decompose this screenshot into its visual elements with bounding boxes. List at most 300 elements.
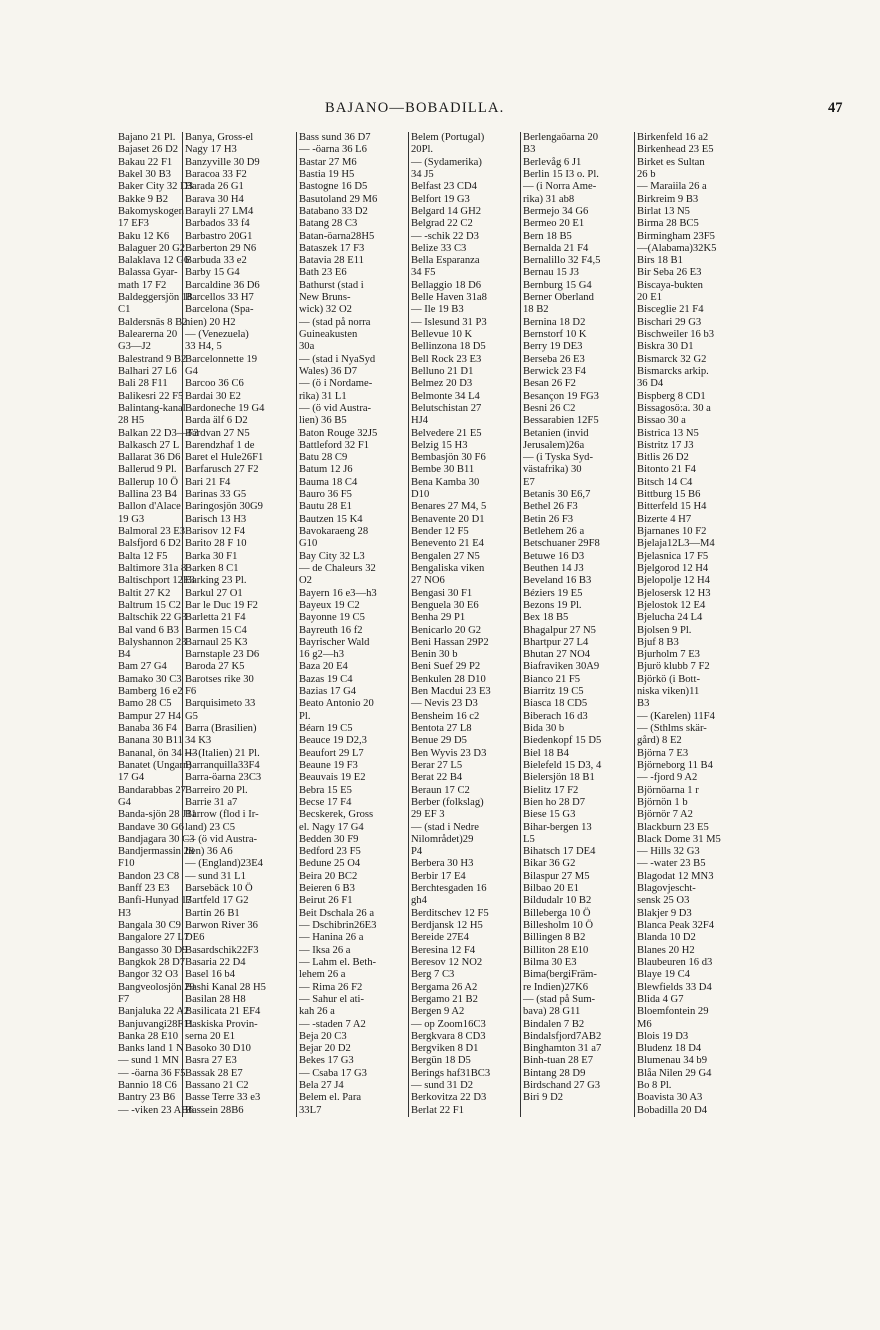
index-entry-line: Berat 22 B4 xyxy=(411,772,463,784)
index-entry-line: Barrow (flod i Ir- xyxy=(185,809,259,821)
index-entry-line: Bianco 21 F5 xyxy=(523,673,581,685)
index-entry-line: 34 F5 xyxy=(411,267,436,279)
index-entry-line: Betin 26 F3 xyxy=(523,513,574,525)
index-entry-line: Bamberg 16 e2 xyxy=(118,686,183,698)
index-entry-line: — (Italien) 21 Pl. xyxy=(185,747,260,759)
index-entry-line: Bjuf 8 B3 xyxy=(637,636,679,648)
index-entry-line: Bartin 26 B1 xyxy=(185,907,240,919)
index-entry-line: B3 xyxy=(637,698,650,710)
index-entry-line: Berbera 30 H3 xyxy=(411,858,474,870)
index-entry-line: Bjelopolje 12 H4 xyxy=(637,575,710,587)
index-entry-line: — -water 23 B5 xyxy=(637,858,706,870)
index-entry-line: lien) 36 A6 xyxy=(185,846,233,858)
index-entry-line: Bielersjön 18 B1 xyxy=(523,772,595,784)
index-entry-line: Basse Terre 33 e3 xyxy=(185,1092,261,1104)
index-column-3 xyxy=(296,132,408,1117)
index-entry-line: Barisch 13 H3 xyxy=(185,513,247,525)
index-entry-line: Basardschik22F3 xyxy=(185,944,259,956)
index-entry-line: Bay City 32 L3 xyxy=(299,550,365,562)
index-entry-line: Birkenfeld 16 a2 xyxy=(637,132,709,143)
index-entry-line: Barquisimeto 33 xyxy=(185,698,256,710)
index-column-6 xyxy=(634,132,750,1117)
index-entry-line: Bakke 9 B2 xyxy=(118,193,169,205)
index-entry-line: Barisov 12 F4 xyxy=(185,526,246,537)
index-entry-line: Besançon 19 FG3 xyxy=(523,390,599,402)
index-entry-line: Benicarlo 20 G2 xyxy=(411,624,482,636)
index-entry-line: Banjuvangi28F11 xyxy=(118,1018,194,1030)
index-entry-line: Baltit 27 K2 xyxy=(118,587,171,599)
index-entry-line: serna 20 E1 xyxy=(185,1030,236,1042)
index-entry-line: Barava 30 H4 xyxy=(185,193,244,205)
index-entry-line: Balassa Gyar- xyxy=(118,267,178,279)
index-entry-line: Bedford 23 F5 xyxy=(299,846,361,858)
index-entry-line: Banda-sjön 28 J11 xyxy=(118,809,197,821)
index-entry-line: Nagy 17 H3 xyxy=(185,144,237,156)
index-entry-line: Berber (folkslag) xyxy=(411,796,484,808)
index-entry-line: G4 xyxy=(185,365,198,377)
index-entry-line: Berdjansk 12 H5 xyxy=(411,920,483,931)
index-entry-line: Bandjagara 30 C3 xyxy=(118,833,195,845)
index-entry-line: Blewfields 33 D4 xyxy=(637,981,712,993)
index-entry-line: — (Sthlms skär- xyxy=(637,723,707,734)
index-entry-line: land) 23 C5 xyxy=(185,821,236,833)
index-entry-line: Bitsch 14 C4 xyxy=(637,476,693,488)
index-entry-line: Belluno 21 D1 xyxy=(411,365,474,377)
index-entry-line: F10 xyxy=(118,858,135,870)
index-entry-line: Bilaspur 27 M5 xyxy=(523,870,590,882)
index-entry-line: Bindalen 7 B2 xyxy=(523,1018,585,1030)
index-entry-line: Bistrica 13 N5 xyxy=(637,427,699,439)
index-entry-line: Blagodat 12 MN3 xyxy=(637,870,714,882)
index-entry-line: Beni Suef 29 P2 xyxy=(411,661,481,673)
index-entry-line: Bananal, ön 34 H3 xyxy=(118,747,198,759)
index-entry-line: Bass sund 36 D7 xyxy=(299,132,371,143)
index-entry-line: Bielefeld 15 D3, 4 xyxy=(523,759,602,771)
index-entry-line: Barwon River 36 xyxy=(185,920,258,931)
index-entry-line: Beresov 12 NO2 xyxy=(411,956,483,968)
index-entry-line: Belize 33 C3 xyxy=(411,242,467,254)
index-entry-line: Bangor 32 O3 xyxy=(118,969,179,981)
index-entry-line: Belmonte 34 L4 xyxy=(411,390,480,402)
index-entry-line: Bangalore 27 L7 xyxy=(118,932,190,944)
index-entry-line: lehem 26 a xyxy=(299,969,346,981)
index-entry-line: Birmingham 23F5 xyxy=(637,230,715,242)
index-entry-line: Bamo 28 C5 xyxy=(118,698,172,710)
index-entry-line: Basra 27 E3 xyxy=(185,1055,237,1067)
index-entry-line: Berlengaöarna 20 xyxy=(523,132,599,143)
index-entry-line: Bangasso 30 D9 xyxy=(118,944,188,956)
index-column-4 xyxy=(408,132,520,1117)
index-entry-line: Banjaluka 22 A2 xyxy=(118,1006,190,1018)
index-entry-line: M6 xyxy=(637,1018,652,1030)
index-entry-line: Belem (Portugal) xyxy=(411,132,485,143)
index-entry-line: Balaklava 12 G6 xyxy=(118,255,190,267)
index-entry-line: B4 xyxy=(118,649,131,661)
index-entry-line: Bellinzona 18 D5 xyxy=(411,341,486,353)
index-entry-line: Bauma 18 C4 xyxy=(299,476,358,488)
index-entry-line: Bergün 18 D5 xyxy=(411,1055,471,1067)
index-entry-line: Berwick 23 F4 xyxy=(523,365,586,377)
index-entry-line: gård) 8 E2 xyxy=(637,735,682,747)
index-entry-line: lien) 36 B5 xyxy=(299,415,347,427)
index-entry-line: 36 D4 xyxy=(637,378,664,390)
index-entry-line: Wales) 36 D7 xyxy=(299,365,357,377)
index-entry-line: Barcelonnette 19 xyxy=(185,353,258,365)
index-entry-line: Barnstaple 23 D6 xyxy=(185,649,260,661)
index-entry-line: Bintang 28 D9 xyxy=(523,1067,586,1079)
index-entry-line: Banya, Gross-el xyxy=(185,132,254,143)
index-entry-line: — Csaba 17 G3 xyxy=(299,1067,367,1079)
index-entry-line: Bildudalr 10 B2 xyxy=(523,895,592,907)
index-entry-line: Bhartpur 27 L4 xyxy=(523,636,589,648)
index-entry-line: — Dschibrin26E3 xyxy=(299,920,377,931)
index-entry-line: Basilan 28 H8 xyxy=(185,993,246,1005)
index-column-5 xyxy=(520,132,634,1117)
index-entry-line: Balmoral 23 E3 xyxy=(118,526,186,537)
index-entry-line: Belzig 15 H3 xyxy=(411,439,468,451)
index-entry-line: Bandarabbas 27 xyxy=(118,784,186,796)
index-entry-line: Beieren 6 B3 xyxy=(299,883,355,895)
index-entry-line: Balkan 22 D3—F3 xyxy=(118,427,199,439)
index-entry-line: Bir Seba 26 E3 xyxy=(637,267,702,279)
index-entry-line: el. Nagy 17 G4 xyxy=(299,821,364,833)
index-entry-line: Belle Haven 31a8 xyxy=(411,292,487,304)
index-entry-line: 33L7 xyxy=(299,1104,322,1116)
index-entry-line: Bitonto 21 F4 xyxy=(637,464,696,476)
index-entry-line: Bikar 36 G2 xyxy=(523,858,576,870)
index-entry-line: Beveland 16 B3 xyxy=(523,575,592,587)
index-entry-line: Berlin 15 I3 o. Pl. xyxy=(523,168,599,180)
index-entry-line: Barbuda 33 e2 xyxy=(185,255,247,267)
index-entry-line: Béarn 19 C5 xyxy=(299,723,353,734)
index-entry-line: Berditschev 12 F5 xyxy=(411,907,489,919)
index-entry-line: Bethel 26 F3 xyxy=(523,501,578,513)
index-entry-line: Bida 30 b xyxy=(523,723,565,734)
index-entry-line: nien) 20 H2 xyxy=(185,316,236,328)
index-entry-line: Ballarat 36 D6 xyxy=(118,452,181,464)
index-entry-line: Bayrischer Wald xyxy=(299,636,370,648)
index-entry-line: Bayern 16 e3—h3 xyxy=(299,587,377,599)
index-entry-line: Bebra 15 E5 xyxy=(299,784,352,796)
index-entry-line: Bardoneche 19 G4 xyxy=(185,402,265,414)
index-entry-line: Ballon d'Alace xyxy=(118,501,181,513)
index-entry-line: Beauvais 19 E2 xyxy=(299,772,366,784)
index-entry-line: Barfarusch 27 F2 xyxy=(185,464,259,476)
index-entry-line: Bernau 15 J3 xyxy=(523,267,579,279)
index-entry-line: Bashi Kanal 28 H5 xyxy=(185,981,266,993)
index-entry-line: L5 xyxy=(523,833,535,845)
index-entry-line: Betanien (invid xyxy=(523,427,589,439)
index-entry-line: Blakjer 9 D3 xyxy=(637,907,692,919)
index-entry-line: Bakomyskogen xyxy=(118,205,184,217)
index-entry-line: Binh-tuan 28 E7 xyxy=(523,1055,594,1067)
index-entry-line: Beira 20 BC2 xyxy=(299,870,358,882)
index-entry-line: Barmen 15 C4 xyxy=(185,624,247,636)
index-entry-line: Bandjermassin 28 xyxy=(118,846,195,858)
index-entry-line: Nilområdet)29 xyxy=(411,833,474,845)
index-entry-line: — sund 31 D2 xyxy=(411,1080,474,1092)
index-entry-line: Bastia 19 H5 xyxy=(299,168,355,180)
index-entry-line: Blackburn 23 E5 xyxy=(637,821,709,833)
index-entry-line: Barken 8 C1 xyxy=(185,562,239,574)
index-entry-line: 26 b xyxy=(637,168,656,180)
index-entry-line: Besan 26 F2 xyxy=(523,378,576,390)
index-entry-line: Bobadilla 20 D4 xyxy=(637,1104,708,1116)
index-entry-line: Bandave 30 G6 xyxy=(118,821,184,833)
index-entry-line: Bandon 23 C8 xyxy=(118,870,180,882)
index-entry-line: Beit Dschala 26 a xyxy=(299,907,375,919)
index-entry-line: Bazias 17 G4 xyxy=(299,686,357,698)
index-entry-line: Beja 20 C3 xyxy=(299,1030,347,1042)
index-entry-line: Björnöarna 1 r xyxy=(637,784,699,796)
index-entry-line: Bjelgorod 12 H4 xyxy=(637,562,709,574)
index-entry-line: Bergamo 21 B2 xyxy=(411,993,478,1005)
index-entry-line: Bembasjön 30 F6 xyxy=(411,452,486,464)
index-entry-line: Bjelostok 12 E4 xyxy=(637,599,706,611)
index-entry-line: Banfi-Hunyad 17 xyxy=(118,895,192,907)
index-entry-line: B3 xyxy=(523,144,536,156)
index-entry-line: Baton Rouge 32J5 xyxy=(299,427,378,439)
index-entry-line: Bena Kamba 30 xyxy=(411,476,480,488)
page-title: BAJANO—BOBADILLA. xyxy=(325,100,505,116)
index-entry-line: Bellevue 10 K xyxy=(411,329,473,340)
index-entry-line: — op Zoom16C3 xyxy=(411,1018,486,1030)
index-entry-line: Birket es Sultan xyxy=(637,156,705,168)
index-entry-line: Berbir 17 E4 xyxy=(411,870,466,882)
index-entry-line: 18 B2 xyxy=(523,304,549,316)
index-entry-line: Betschuaner 29F8 xyxy=(523,538,600,550)
index-entry-line: Biskra 30 D1 xyxy=(637,341,694,353)
index-entry-line: Billiton 28 E10 xyxy=(523,944,589,956)
index-entry-line: 20 E1 xyxy=(637,292,663,304)
index-entry-line: Bern 18 B5 xyxy=(523,230,572,242)
index-entry-line: Berseba 26 E3 xyxy=(523,353,585,365)
index-entry-line: —(Alabama)32K5 xyxy=(637,242,717,254)
index-entry-line: Belfast 23 CD4 xyxy=(411,181,477,193)
index-entry-line: 28 H5 xyxy=(118,415,145,427)
index-entry-line: HJ4 xyxy=(411,415,429,427)
index-entry-line: Barletta 21 F4 xyxy=(185,612,246,624)
index-entry-line: Batang 28 C3 xyxy=(299,218,358,230)
index-entry-line: Bergama 26 A2 xyxy=(411,981,478,993)
index-entry-line: Barreiro 20 Pl. xyxy=(185,784,248,796)
index-entry-line: Barito 28 F 10 xyxy=(185,538,247,550)
index-entry-line: Bischari 29 G3 xyxy=(637,316,702,328)
index-entry-line: Basilicata 21 EF4 xyxy=(185,1006,261,1018)
index-entry-line: Bastogne 16 D5 xyxy=(299,181,368,193)
index-entry-line: Björnön 1 b xyxy=(637,796,688,808)
index-entry-line: — (ö vid Austra- xyxy=(185,833,258,845)
index-entry-line: Bajaset 26 D2 xyxy=(118,144,179,156)
index-entry-line: Bengalen 27 N5 xyxy=(411,550,480,562)
index-entry-line: Belfort 19 G3 xyxy=(411,193,470,205)
index-entry-line: Bassano 21 C2 xyxy=(185,1080,249,1092)
index-entry-line: Barada 26 G1 xyxy=(185,181,244,193)
index-entry-line: Bayonne 19 C5 xyxy=(299,612,365,624)
index-entry-line: G10 xyxy=(299,538,318,550)
index-entry-line: Banff 23 E3 xyxy=(118,883,170,895)
index-entry-line: Belem el. Para xyxy=(299,1092,362,1104)
index-entry-line: Binghamton 31 a7 xyxy=(523,1043,602,1055)
index-entry-line: Bismarck 32 G2 xyxy=(637,353,707,365)
index-entry-line: rika) 31 L1 xyxy=(299,390,347,402)
index-entry-line: Birs 18 B1 xyxy=(637,255,683,267)
index-entry-line: Bismarcks arkip. xyxy=(637,365,709,377)
index-entry-line: Bekes 17 G3 xyxy=(299,1055,354,1067)
index-entry-line: Bjelasnica 17 F5 xyxy=(637,550,709,562)
index-entry-line: Bjarnanes 10 F2 xyxy=(637,526,707,537)
index-entry-line: Blanes 20 H2 xyxy=(637,944,695,956)
index-entry-line: Beresina 12 F4 xyxy=(411,944,476,956)
index-entry-line: Batabano 33 D2 xyxy=(299,205,368,217)
index-entry-line: Banks land 1 N xyxy=(118,1043,184,1055)
index-entry-line: Bitterfeld 15 H4 xyxy=(637,501,707,513)
index-entry-line: F6 xyxy=(185,686,197,698)
index-entry-line: Balestrand 9 B2 xyxy=(118,353,187,365)
index-entry-line: Benguela 30 E6 xyxy=(411,599,479,611)
index-entry-line: Bamako 30 C3 xyxy=(118,673,182,685)
index-entry-line: Blanda 10 D2 xyxy=(637,932,696,944)
index-entry-line: 33 H4, 5 xyxy=(185,341,222,353)
index-entry-line: sensk 25 O3 xyxy=(637,895,690,907)
index-entry-line: Betuwe 16 D3 xyxy=(523,550,585,562)
index-entry-line: Bar le Duc 19 F2 xyxy=(185,599,258,611)
index-entry-line: Barra-öarna 23C3 xyxy=(185,772,262,784)
index-entry-line: Bermeo 20 E1 xyxy=(523,218,585,230)
index-entry-line: Blaye 19 C4 xyxy=(637,969,690,981)
index-entry-line: — (Sydamerika) xyxy=(411,156,482,168)
index-entry-line: Billeberga 10 Ö xyxy=(523,907,591,919)
page-header xyxy=(0,100,880,120)
index-entry-line: — Rima 26 F2 xyxy=(299,981,363,993)
index-entry-line: D10 xyxy=(411,489,430,501)
index-entry-line: 16 g2—h3 xyxy=(299,649,345,661)
index-entry-line: math 17 F2 xyxy=(118,279,167,291)
index-entry-line: Baldeggersjön 18 xyxy=(118,292,193,304)
index-entry-line: Birkreim 9 B3 xyxy=(637,193,699,205)
index-entry-line: Barotses rike 30 xyxy=(185,673,254,685)
index-entry-line: wick) 32 O2 xyxy=(299,304,352,316)
index-entry-line: Ben Wyvis 23 D3 xyxy=(411,747,487,759)
index-entry-line: Barsebäck 10 Ö xyxy=(185,883,253,895)
index-entry-line: 30a xyxy=(299,341,315,353)
index-entry-line: Basoko 30 D10 xyxy=(185,1043,251,1055)
index-entry-line: Bisceglie 21 F4 xyxy=(637,304,704,316)
index-entry-line: Biri 9 D2 xyxy=(523,1092,564,1104)
index-entry-line: H3 xyxy=(118,907,131,919)
index-entry-line: Bihatsch 17 DE4 xyxy=(523,846,596,858)
index-entry-line: Bembe 30 B11 xyxy=(411,464,475,476)
index-entry-line: — Hills 32 G3 xyxy=(637,846,700,858)
index-entry-line: Bajano 21 Pl. xyxy=(118,132,176,143)
index-entry-line: Ben Macdui 23 E3 xyxy=(411,686,491,698)
index-entry-line: Banaba 36 F4 xyxy=(118,723,177,734)
index-entry-line: Barra (Brasilien) xyxy=(185,723,257,734)
index-entry-line: Bernina 18 D2 xyxy=(523,316,586,328)
index-entry-line: Bauro 36 F5 xyxy=(299,489,352,501)
index-entry-line: bava) 28 G11 xyxy=(523,1006,581,1018)
index-entry-line: Bima(bergiFräm- xyxy=(523,969,597,981)
index-entry-line: Beauce 19 D2,3 xyxy=(299,735,367,747)
index-entry-line: F7 xyxy=(118,993,130,1005)
index-entry-line: Batavia 28 E11 xyxy=(299,255,364,267)
index-entry-line: Birkenhead 23 E5 xyxy=(637,144,714,156)
index-entry-line: niska viken)11 xyxy=(637,686,700,698)
index-entry-line: Billingen 8 B2 xyxy=(523,932,586,944)
index-entry-line: Bloemfontein 29 xyxy=(637,1006,709,1018)
index-entry-line: Bereide 27E4 xyxy=(411,932,469,944)
index-entry-line: — Sahur el ati- xyxy=(299,993,365,1005)
index-entry-line: Bangala 30 C9 xyxy=(118,920,181,931)
index-entry-line: Berg 7 C3 xyxy=(411,969,455,981)
index-entry-line: E7 xyxy=(523,476,535,488)
index-entry-line: Bischweiler 16 b3 xyxy=(637,329,715,340)
index-entry-line: — sund 1 MN xyxy=(118,1055,179,1067)
index-entry-line: Birma 28 BC5 xyxy=(637,218,699,230)
index-entry-line: 34 J5 xyxy=(411,168,434,180)
index-entry-line: Benin 30 b xyxy=(411,649,458,661)
index-entry-line: Blaubeuren 16 d3 xyxy=(637,956,713,968)
index-entry-line: re Indien)27K6 xyxy=(523,981,589,993)
index-entry-line: Barbados 33 f4 xyxy=(185,218,250,230)
index-entry-line: Biese 15 G3 xyxy=(523,809,576,821)
index-entry-line: — (ö i Nordame- xyxy=(299,378,373,390)
index-entry-line: O2 xyxy=(299,575,312,587)
index-entry-line: Berchtesgaden 16 xyxy=(411,883,487,895)
index-entry-line: Becse 17 F4 xyxy=(299,796,352,808)
index-entry-line: Bela 27 J4 xyxy=(299,1080,344,1092)
index-entry-line: Benue 29 D5 xyxy=(411,735,467,747)
index-entry-line: 17 G4 xyxy=(118,772,145,784)
index-entry-line: Baltrum 15 C2 xyxy=(118,599,181,611)
index-entry-line: Barrie 31 a7 xyxy=(185,796,238,808)
index-entry-line: — Iksa 26 a xyxy=(299,944,351,956)
index-columns xyxy=(118,132,840,1117)
index-entry-line: Barnaul 25 K3 xyxy=(185,636,248,648)
index-entry-line: Barinas 33 G5 xyxy=(185,489,247,501)
index-entry-line: Béziers 19 E5 xyxy=(523,587,583,599)
index-entry-line: Bhutan 27 NO4 xyxy=(523,649,591,661)
index-entry-line: Bitlis 26 D2 xyxy=(637,452,689,464)
index-entry-line: Bautzen 15 K4 xyxy=(299,513,363,525)
index-entry-line: Bari 21 F4 xyxy=(185,476,231,488)
index-entry-line: Barda älf 6 D2 xyxy=(185,415,248,427)
index-entry-line: — (i Tyska Syd- xyxy=(523,452,593,464)
index-entry-line: Bangveolosjön 29 xyxy=(118,981,195,993)
index-entry-line: Belmez 20 D3 xyxy=(411,378,473,390)
index-entry-line: DE6 xyxy=(185,932,205,944)
index-entry-line: Benkulen 28 D10 xyxy=(411,673,486,685)
index-entry-line: Bessarabien 12F5 xyxy=(523,415,599,427)
index-entry-line: Berlevåg 6 J1 xyxy=(523,156,582,168)
index-entry-line: Barendzhaf 1 de xyxy=(185,439,255,451)
index-entry-line: Bedune 25 O4 xyxy=(299,858,361,870)
index-entry-line: Bjelaja12L3—M4 xyxy=(637,538,715,550)
index-entry-line: Baskiska Provin- xyxy=(185,1018,258,1030)
index-entry-line: Blåa Nilen 29 G4 xyxy=(637,1067,712,1079)
index-entry-line: Bergen 9 A2 xyxy=(411,1006,465,1018)
index-entry-line: Bernalillo 32 F4,5 xyxy=(523,255,601,267)
index-entry-line: kah 26 a xyxy=(299,1006,335,1018)
index-entry-line: Bartfeld 17 G2 xyxy=(185,895,249,907)
index-entry-line: G4 xyxy=(118,796,131,808)
index-entry-line: Bittburg 15 B6 xyxy=(637,489,701,501)
index-entry-line: Blanca Peak 32F4 xyxy=(637,920,715,931)
index-entry-line: Baza 20 E4 xyxy=(299,661,348,673)
index-entry-line: Beato Antonio 20 xyxy=(299,698,374,710)
index-entry-line: — Lahm el. Beth- xyxy=(299,956,377,968)
index-entry-line: Bihar-bergen 13 xyxy=(523,821,592,833)
